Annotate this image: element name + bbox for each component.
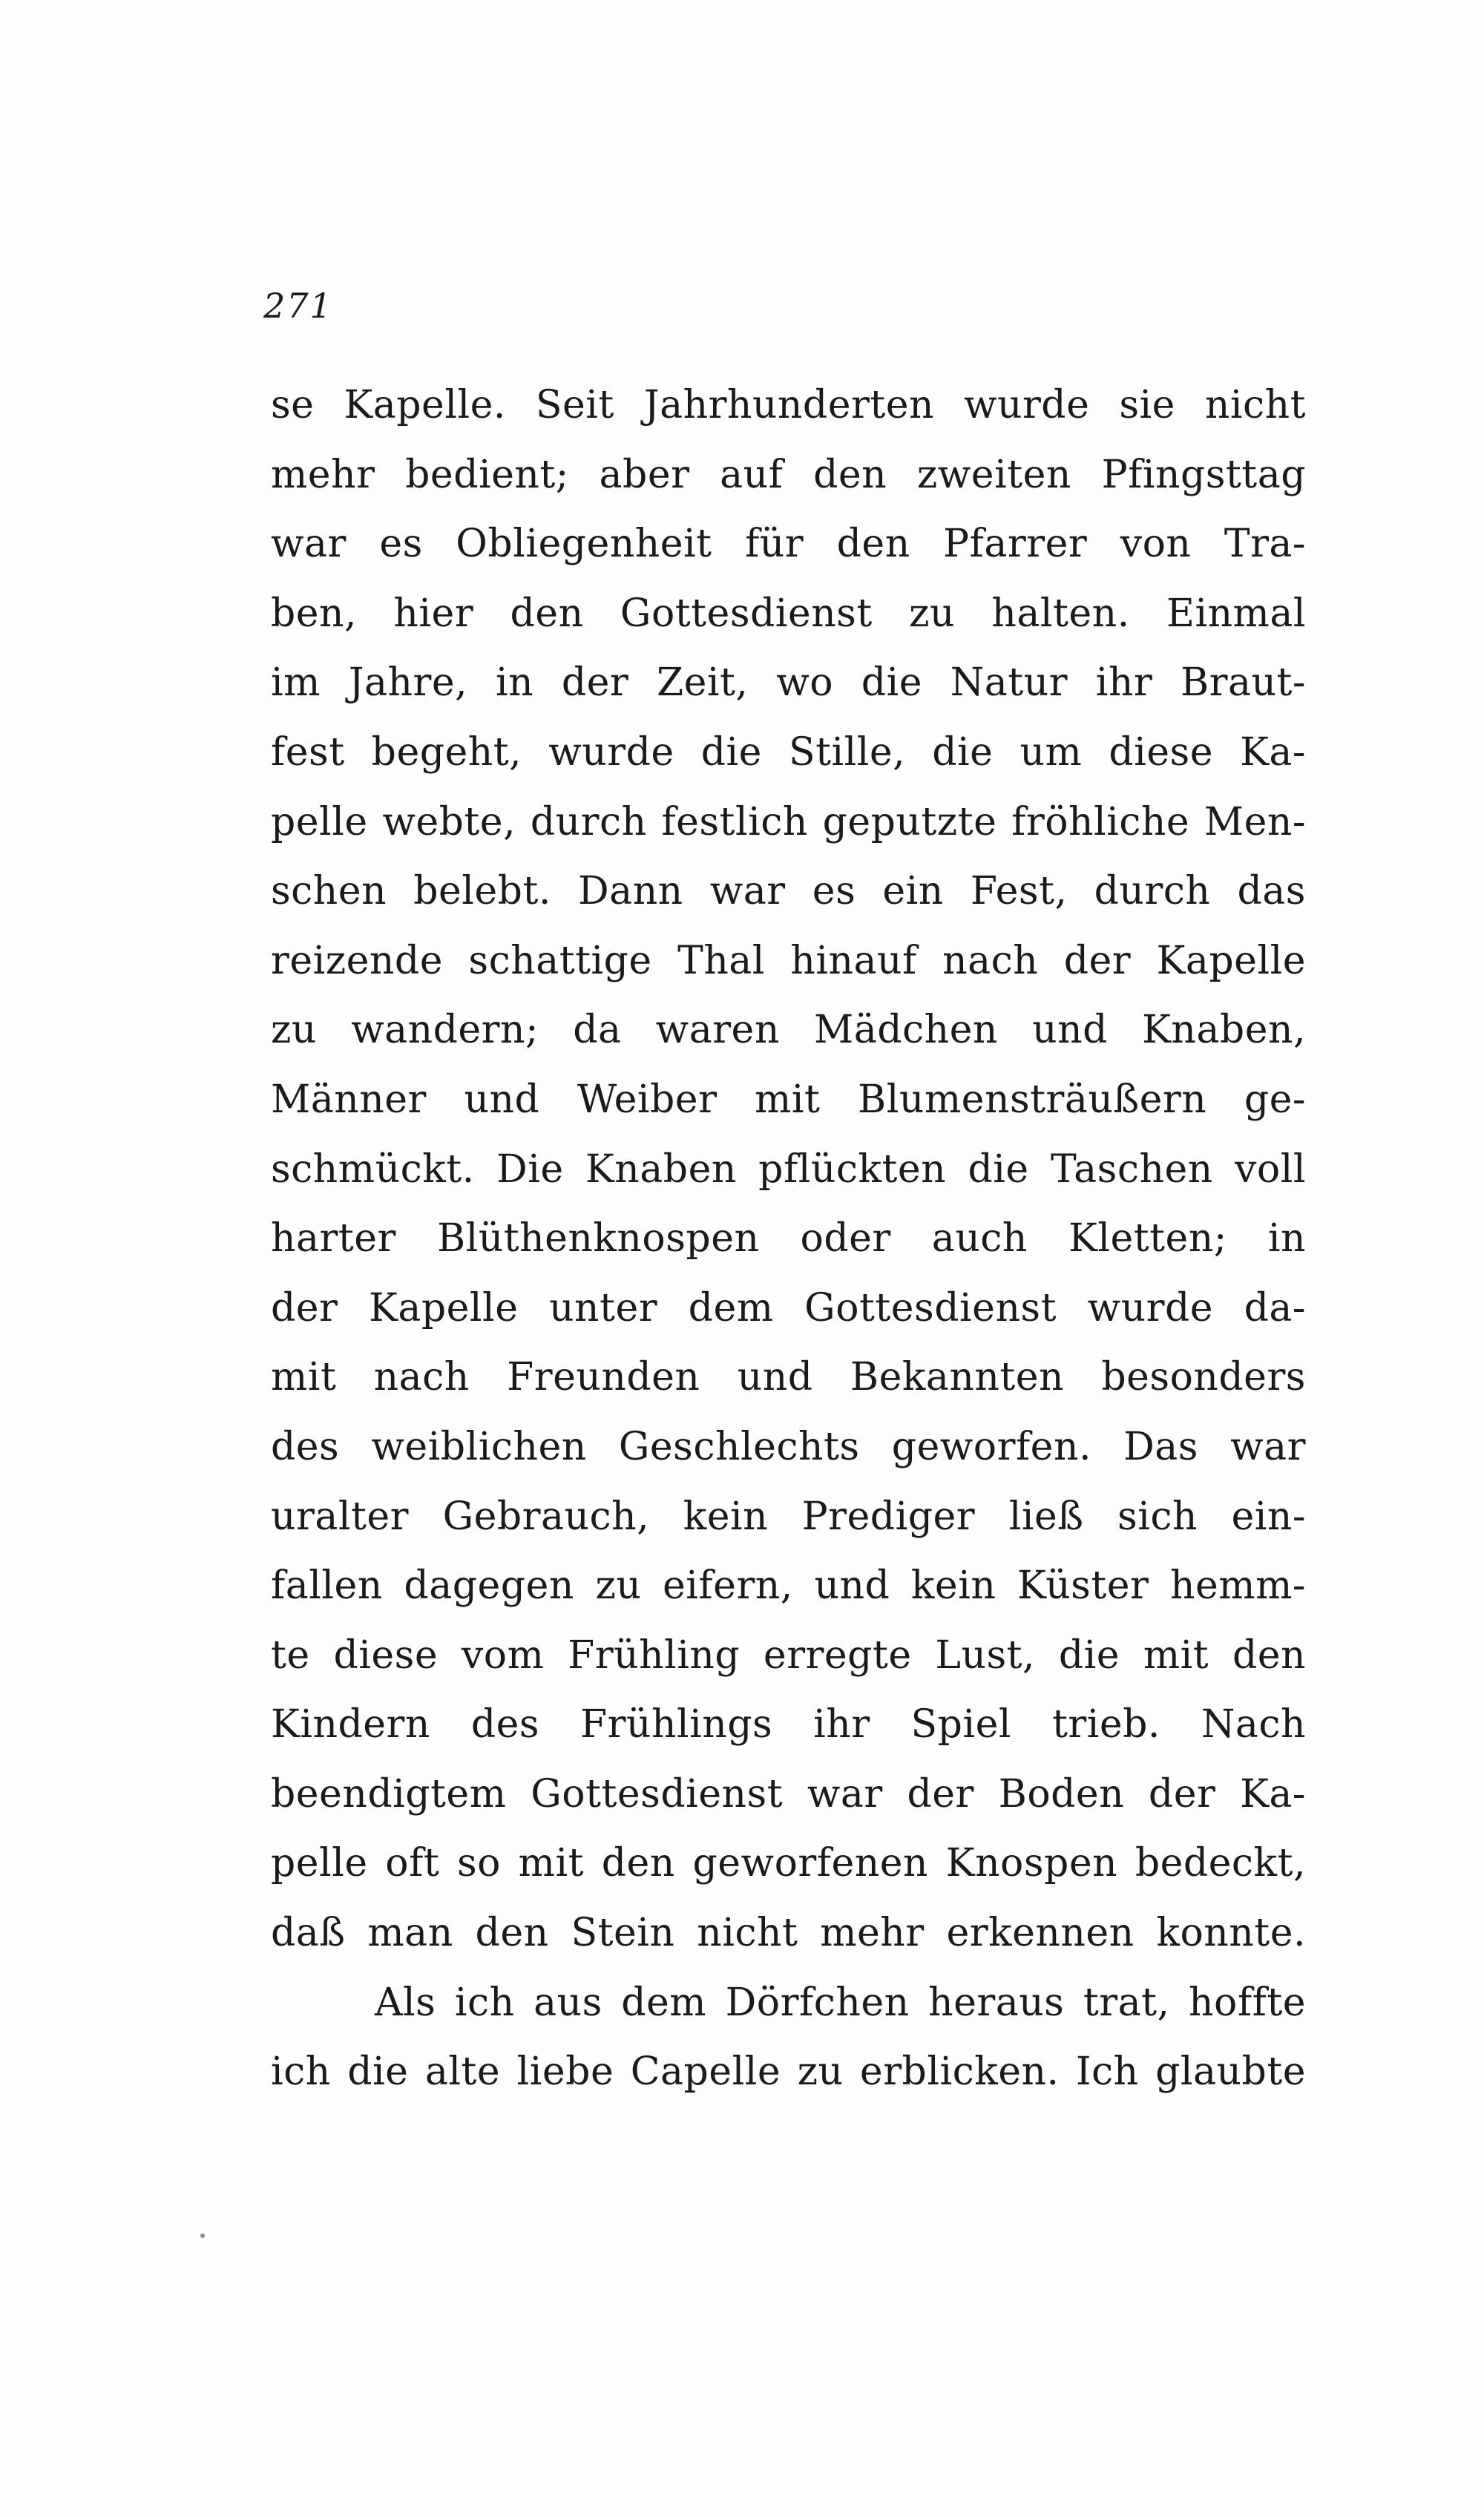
text-line: im Jahre, in der Zeit, wo die Natur ihr Braut-: [271, 660, 1306, 706]
text-line: mit nach Freunden und Bekannten besonders: [271, 1355, 1306, 1400]
text-line: der Kapelle unter dem Gottesdienst wurde da-: [271, 1285, 1306, 1330]
text-line: uralter Gebrauch, kein Prediger ließ sich ein-: [271, 1494, 1306, 1539]
text-line: pelle webte, durch festlich geputzte fröhliche Men-: [271, 799, 1306, 844]
text-line: schmückt. Die Knaben pflückten die Taschen voll: [271, 1146, 1306, 1192]
text-line: reizende schattige Thal hinauf nach der Kapelle: [271, 938, 1306, 983]
text-line: mehr bedient; aber auf den zweiten Pfingsttag: [271, 452, 1306, 497]
text-line: beendigtem Gottesdienst war der Boden der Ka-: [271, 1771, 1306, 1817]
text-line: Männer und Weiber mit Blumensträußern ge-: [271, 1077, 1306, 1122]
paper-speck: [200, 2234, 205, 2238]
text-line: harter Blüthenknospen oder auch Kletten; in: [271, 1216, 1306, 1261]
text-line: schen belebt. Dann war es ein Fest, durch das: [271, 869, 1306, 914]
text-line: pelle oft so mit den geworfenen Knospen bedeckt,: [271, 1841, 1306, 1886]
text-line: zu wandern; da waren Mädchen und Knaben,: [271, 1008, 1306, 1053]
text-line: ben, hier den Gottesdienst zu halten. Einmal: [271, 591, 1306, 636]
body-text: [271, 371, 1306, 2107]
text-line: fest begeht, wurde die Stille, die um diese Ka-: [271, 729, 1306, 775]
text-line: daß man den Stein nicht mehr erkennen konnte.: [271, 1911, 1306, 1956]
page-number: 271: [263, 286, 333, 326]
text-line: ich die alte liebe Capelle zu erblicken. Ich glaubte: [271, 2050, 1306, 2095]
text-line: war es Obliegenheit für den Pfarrer von Tra-: [271, 522, 1306, 567]
text-line: se Kapelle. Seit Jahrhunderten wurde sie nicht: [271, 383, 1306, 427]
text-line: Kindern des Frühlings ihr Spiel trieb. Nach: [271, 1702, 1306, 1748]
text-line: te diese vom Frühling erregte Lust, die mit den: [271, 1632, 1306, 1678]
text-line: fallen dagegen zu eifern, und kein Küster hemm-: [271, 1563, 1306, 1609]
text-line: des weiblichen Geschlechts geworfen. Das war: [271, 1424, 1306, 1469]
text-line: Als ich aus dem Dörfchen heraus trat, hoffte: [375, 1980, 1306, 2025]
